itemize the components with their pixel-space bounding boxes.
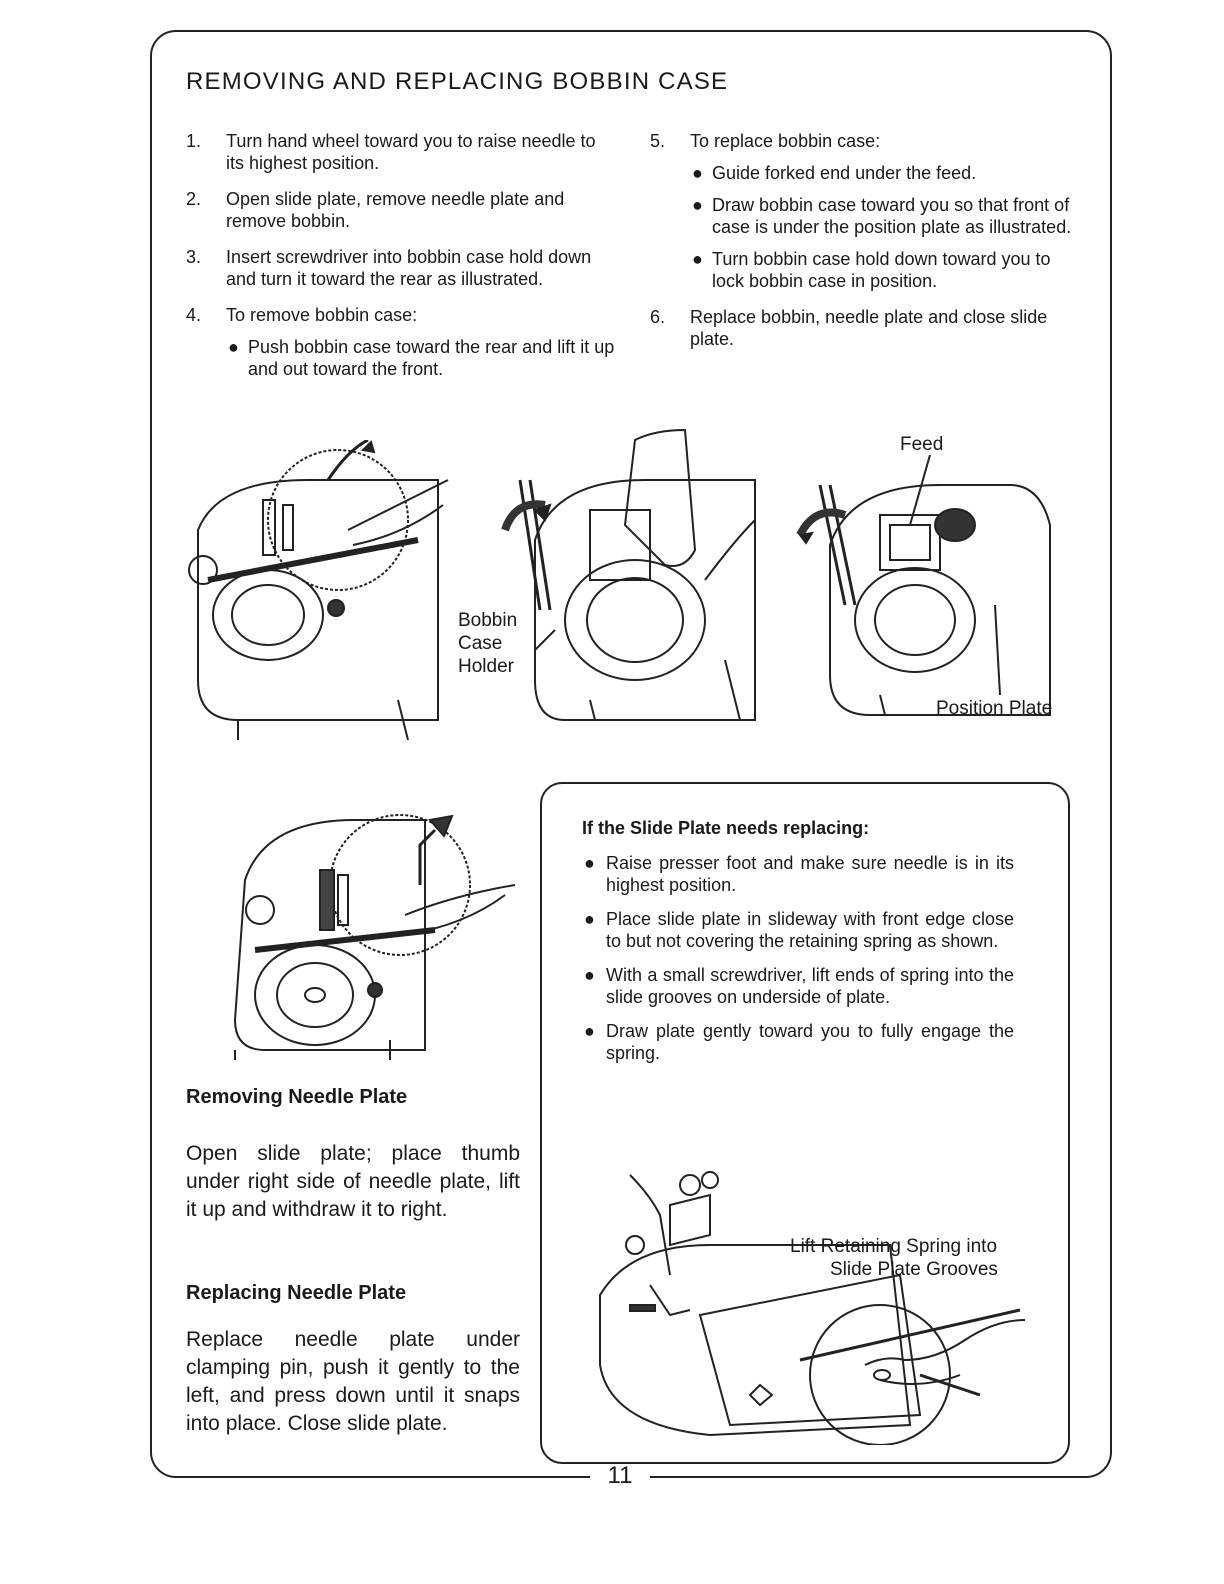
sub-step xyxy=(690,248,1080,292)
bullet-icon: ● xyxy=(692,163,703,183)
step-text: Turn hand wheel toward you to raise needle to its highest position. xyxy=(226,131,596,173)
position-plate-label: Position Plate xyxy=(936,698,1053,719)
sub-step-text: Guide forked end under the feed. xyxy=(712,163,977,183)
removing-needle-plate-text: Open slide plate; place thumb under right side of needle plate, lift it up and withdraw it to right. xyxy=(186,1142,520,1221)
slide-plate-title: If the Slide Plate needs replacing: xyxy=(582,818,870,838)
page-number: 11 xyxy=(590,1462,650,1490)
feed-label: Feed xyxy=(900,434,944,455)
sub-step-text: Push bobbin case toward the rear and lift it up and out toward the front. xyxy=(248,337,615,379)
slide-plate-list xyxy=(584,852,1014,1076)
bobbin-case-holder-label-3: Holder xyxy=(458,656,514,677)
list-item xyxy=(584,908,1014,952)
sub-step-text: Turn bobbin case hold down toward you to lock bobbin case in position. xyxy=(712,249,1051,291)
step-item xyxy=(650,306,1080,350)
step-item xyxy=(186,188,616,232)
step-item xyxy=(186,246,616,290)
bullet-icon: ● xyxy=(584,1021,595,1041)
list-item-text: Draw plate gently toward you to fully engage the spring. xyxy=(606,1021,1014,1063)
step-number: 3. xyxy=(186,247,202,267)
sub-step xyxy=(690,194,1080,238)
step-number: 2. xyxy=(186,189,202,209)
bobbin-case-holder-label-1: Bobbin xyxy=(458,610,518,631)
step-number: 6. xyxy=(650,307,666,327)
sub-step-text: Draw bobbin case toward you so that front of case is under the position plate as illustrated. xyxy=(712,195,1072,237)
step-text: Open slide plate, remove needle plate and remove bobbin. xyxy=(226,189,565,231)
step-item xyxy=(650,130,1080,292)
list-item-text: Place slide plate in slideway with front edge close to but not covering the retaining spring as shown. xyxy=(606,909,1014,951)
sub-step xyxy=(690,162,1080,184)
steps-left xyxy=(186,130,616,394)
bullet-icon: ● xyxy=(584,909,595,929)
bullet-icon: ● xyxy=(228,337,239,357)
retaining-spring-figure xyxy=(590,1165,1040,1445)
page-title: REMOVING AND REPLACING BOBBIN CASE xyxy=(186,68,729,95)
list-item xyxy=(584,852,1014,896)
bobbin-case-holder-figure xyxy=(495,420,795,740)
removing-needle-plate-title: Removing Needle Plate xyxy=(186,1086,408,1108)
step-text: To replace bobbin case: xyxy=(690,131,881,151)
replacing-needle-plate-title: Replacing Needle Plate xyxy=(186,1282,407,1304)
step-item xyxy=(186,304,616,380)
list-item-text: Raise presser foot and make sure needle is in its highest position. xyxy=(606,853,1014,895)
bobbin-case-removal-figure xyxy=(178,440,468,740)
list-item-text: With a small screwdriver, lift ends of spring into the slide grooves on underside of plate. xyxy=(606,965,1014,1007)
sub-step xyxy=(226,336,616,380)
bullet-icon: ● xyxy=(692,249,703,269)
bullet-icon: ● xyxy=(584,965,595,985)
removing-needle-plate-figure xyxy=(225,800,535,1060)
step-number: 4. xyxy=(186,305,202,325)
bobbin-case-holder-label-2: Case xyxy=(458,633,503,654)
step-number: 5. xyxy=(650,131,666,151)
step-number: 1. xyxy=(186,131,202,151)
replacing-needle-plate-text: Replace needle plate under clamping pin, push it gently to the left, and press down until it snaps into place. Close slide plate. xyxy=(186,1328,520,1435)
bullet-icon: ● xyxy=(692,195,703,215)
bullet-icon: ● xyxy=(584,853,595,873)
list-item xyxy=(584,964,1014,1008)
step-text: To remove bobbin case: xyxy=(226,305,418,325)
step-item xyxy=(186,130,616,174)
step-text: Insert screwdriver into bobbin case hold down and turn it toward the rear as illustrated. xyxy=(226,247,592,289)
feed-position-plate-figure xyxy=(790,455,1090,725)
list-item xyxy=(584,1020,1014,1064)
lift-spring-label-1: Lift Retaining Spring into xyxy=(790,1236,998,1257)
steps-right xyxy=(650,130,1080,364)
step-text: Replace bobbin, needle plate and close slide plate. xyxy=(690,307,1048,349)
lift-spring-label-2: Slide Plate Grooves xyxy=(830,1259,998,1280)
